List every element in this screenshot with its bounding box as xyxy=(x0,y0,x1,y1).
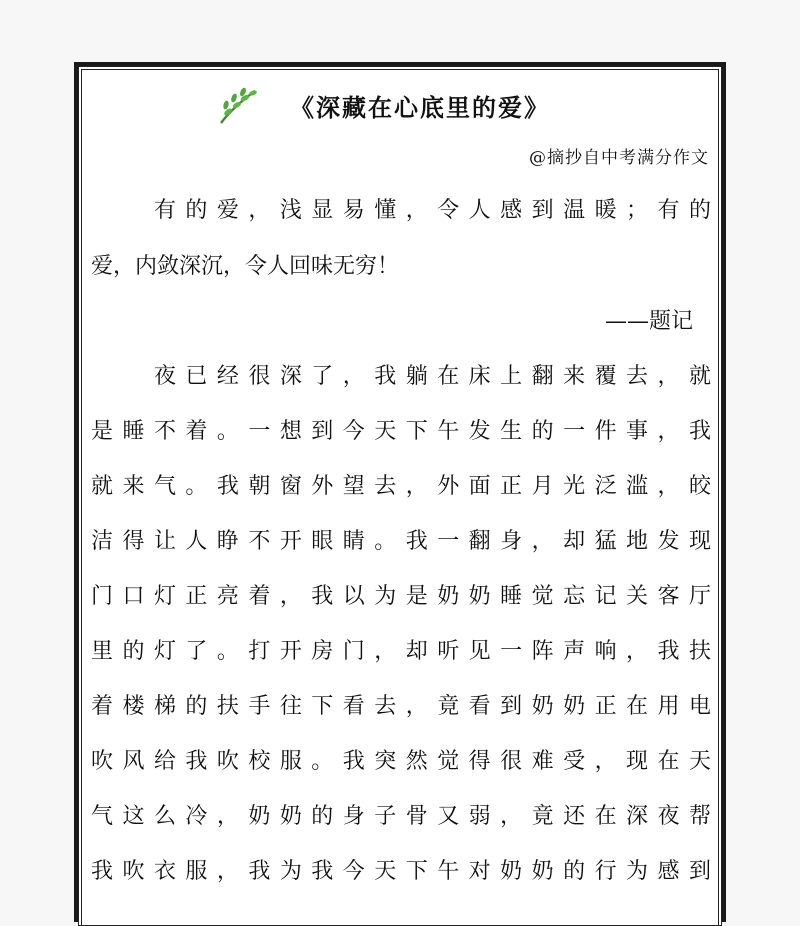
document-page xyxy=(78,66,722,926)
body-line: 吹风给我吹校服。我突然觉得很难受，现在天 xyxy=(91,749,711,774)
body-line: 洁得让人睁不开眼睛。我一翻身，却猛地发现 xyxy=(91,529,711,554)
epigraph-signature: ——题记 xyxy=(604,309,693,334)
body-line: 夜已经很深了，我躺在床上翻来覆去，就 xyxy=(91,364,711,389)
body-line: 门口灯正亮着，我以为是奶奶睡觉忘记关客厅 xyxy=(91,584,711,609)
body-line: 就来气。我朝窗外望去，外面正月光泛滥，皎 xyxy=(91,474,711,499)
source-note: @摘抄自中考满分作文 xyxy=(529,148,709,168)
body-line: 里的灯了。打开房门，却听见一阵声响，我扶 xyxy=(91,639,711,664)
leaf-icon xyxy=(215,85,261,127)
body-line: 是睡不着。一想到今天下午发生的一件事，我 xyxy=(91,419,711,444)
intro-line: 有的爱，浅显易懂，令人感到温暖；有的 xyxy=(91,198,711,223)
body-line: 着楼梯的扶手往下看去，竟看到奶奶正在用电 xyxy=(91,694,711,719)
body-line: 气这么冷，奶奶的身子骨又弱，竟还在深夜帮 xyxy=(91,804,711,829)
body-line: 我吹衣服，我为我今天下午对奶奶的行为感到 xyxy=(91,859,711,884)
document-title: 《深藏在心底里的爱》 xyxy=(290,92,550,122)
intro-line: 爱，内敛深沉，令人回味无穷！ xyxy=(91,254,400,279)
title-row xyxy=(79,77,721,133)
